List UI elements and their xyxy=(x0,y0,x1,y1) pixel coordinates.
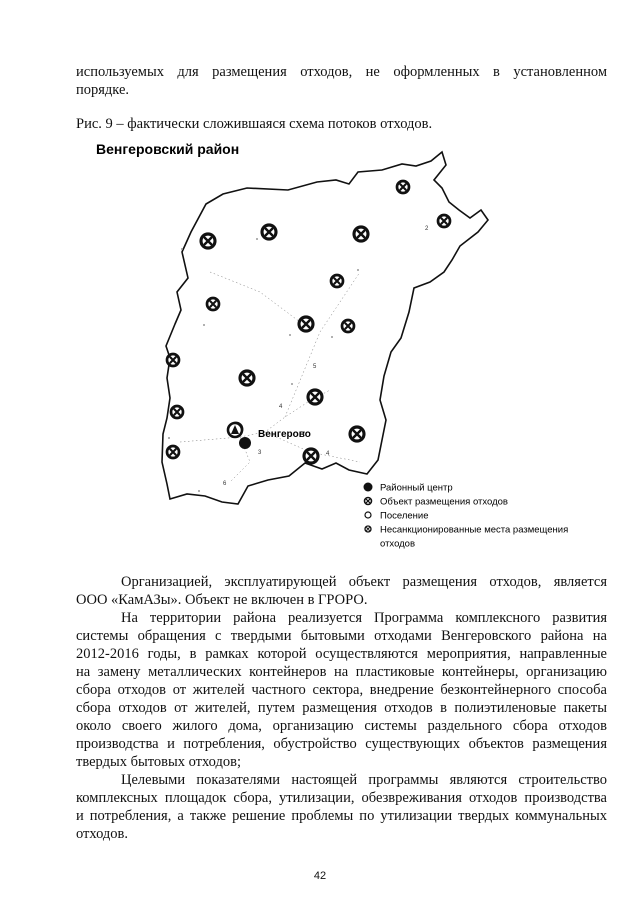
waste-site-icon xyxy=(331,275,343,287)
waste-site-icon xyxy=(308,390,322,404)
waste-site-icon xyxy=(438,215,450,227)
road-number: 6 xyxy=(223,481,227,487)
district-center xyxy=(239,437,251,449)
body-line: твердых бытовых отходов; xyxy=(76,754,241,770)
waste-site-icon xyxy=(207,298,219,310)
waste-site-icon xyxy=(350,427,364,441)
waste-site-icon xyxy=(397,181,409,193)
waste-site-icon xyxy=(167,446,179,458)
legend-label: Поселение xyxy=(380,510,429,522)
body-line: комплексных площадок сбора, утилизации, обезвреживания отходов производства xyxy=(76,790,607,806)
intro-line-2: порядке. xyxy=(76,82,130,98)
intro-line-1: используемых для размещения отходов, не оформленных в установленном xyxy=(76,64,607,80)
map-title: Венгеровский район xyxy=(96,141,240,157)
body-line: Целевыми показателями настоящей программы являются строительство xyxy=(121,772,607,788)
road-numbers xyxy=(223,226,429,487)
triangle-marker-icon xyxy=(228,423,242,437)
legend-label: отходов xyxy=(380,538,416,550)
body-line: сбора отходов от жителей, путем размещения отходов в полиэтиленовые пакеты xyxy=(76,700,607,716)
body-line: Организацией, эксплуатирующей объект размещения отходов, является xyxy=(121,574,607,590)
city-label: Венгерово xyxy=(258,429,311,440)
waste-site-icon xyxy=(240,371,254,385)
road-number: 3 xyxy=(258,450,262,456)
waste-site-icon xyxy=(354,227,368,241)
body-line: отходов. xyxy=(76,826,129,842)
waste-site-icon xyxy=(201,234,215,248)
waste-site-icon xyxy=(171,406,183,418)
legend-label: Районный центр xyxy=(380,482,453,494)
road-number: 4 xyxy=(326,451,330,457)
body-line: на замену металлических контейнеров на пластиковые контейнеры, организацию xyxy=(76,664,607,680)
waste-site-icon xyxy=(299,317,313,331)
page-number: 42 xyxy=(313,870,327,882)
waste-site-icon xyxy=(342,320,354,332)
figure-caption: Рис. 9 – фактически сложившаяся схема потоков отходов. xyxy=(76,116,433,132)
road-number: 5 xyxy=(313,364,317,370)
small-x-icon xyxy=(365,526,371,532)
settlement-dots xyxy=(168,238,359,492)
body-line: 2012-2016 годы, в рамках которой осуществляются мероприятия, направленные xyxy=(76,646,607,662)
ring-icon xyxy=(365,512,371,518)
body-line: сбора отходов от жителей частного сектора, внедрение безконтейнерного способа xyxy=(76,682,607,698)
body-line: ООО «КамАЗы». Объект не включен в ГРОРО. xyxy=(76,592,368,608)
circle-x-icon xyxy=(365,498,372,505)
road-number: 4 xyxy=(279,404,283,410)
body-line: системы обращения с твердыми бытовыми отходами Венгеровского района на xyxy=(76,628,607,644)
body-line: около своего жилого дома, организацию системы раздельного сбора отходов xyxy=(76,718,607,734)
body-line: производства и потребления, обустройство существующих объектов размещения xyxy=(76,736,607,752)
body-line: и потребления, а также решение проблемы по утилизации твердых коммунальных xyxy=(76,808,607,824)
filled-circle-icon xyxy=(364,483,373,492)
waste-site-icon xyxy=(167,354,179,366)
legend-label: Объект размещения отходов xyxy=(380,496,508,508)
road-number: 2 xyxy=(425,226,429,232)
district-map xyxy=(60,132,620,562)
waste-site-icon xyxy=(304,449,318,463)
district-boundary xyxy=(162,152,488,504)
waste-site-icon xyxy=(262,225,276,239)
legend-label: Несанкционированные места размещения xyxy=(380,524,569,536)
body-line: На территории района реализуется Программа комплексного развития xyxy=(121,610,607,626)
